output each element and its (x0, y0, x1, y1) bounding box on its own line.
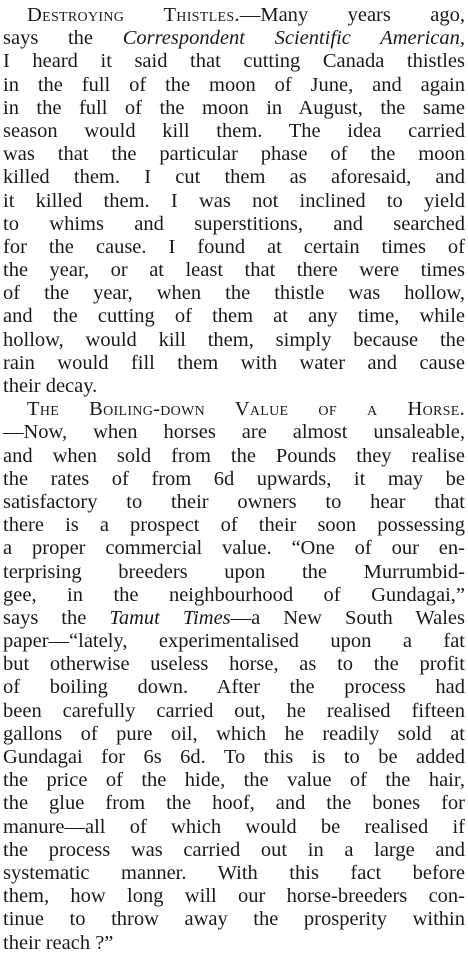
article-line: it killed them. I was not inclined to yield (3, 189, 465, 212)
article-line: for the cause. I found at certain times of (3, 235, 465, 258)
article-line: was that the particular phase of the moon (3, 143, 465, 166)
article-line: there is a prospect of their soon possessing (3, 514, 465, 537)
article-line: manure—all of which would be realised if (3, 815, 465, 838)
article-line: the glue from the hoof, and the bones for (3, 792, 465, 815)
article-line: season would kill them. The idea carried (3, 119, 465, 142)
article-line: their decay. (3, 375, 98, 397)
article-line: satisfactory to their owners to hear that (3, 490, 465, 513)
article-line: gee, in the neighbourhood of Gundagai,” (3, 583, 465, 606)
article-line: of boiling down. After the process had (3, 676, 465, 699)
article-line: to whims and superstitions, and searched (3, 212, 465, 235)
article-line: a proper commercial value. “One of our en- (3, 537, 465, 560)
publication-name: Correspondent Scientific American, (122, 27, 465, 50)
article-line: systematic manner. With this fact before (3, 861, 465, 884)
article-line: the year, or at least that there were times (3, 259, 465, 282)
article-line: their reach ?” (3, 931, 114, 954)
article-line: Gundagai for 6s 6d. To this is to be added (3, 746, 465, 768)
article-line: rain would fill them with water and cause (3, 351, 465, 374)
article-line: been carefully carried out, he realised fifteen (3, 699, 465, 722)
article-line: paper—“lately, experimentalised upon a fat (3, 630, 465, 653)
article-line: I heard it said that cutting Canada thistles (3, 50, 465, 73)
article-line: gallons of pure oil, which he readily sold at (3, 722, 465, 745)
article-line: the process was carried out in a large and (3, 838, 465, 861)
article-line: them, how long will our horse-breeders con- (3, 885, 465, 908)
article-line: terprising breeders upon the Murrumbid- (3, 560, 465, 583)
article-line: and when sold from the Pounds they realise (3, 444, 465, 467)
publication-name: Tamut Times (109, 606, 231, 629)
article-heading: Destroying Thistles. (27, 4, 240, 26)
article-line: the price of the hide, the value of the hair, (3, 769, 465, 792)
article-line: the rates of from 6d upwards, it may be (3, 467, 465, 490)
article-line: but otherwise useless horse, as to the profit (3, 653, 465, 676)
article-line: tinue to throw away the prosperity within (3, 908, 465, 931)
article-line: killed them. I cut them as aforesaid, and (3, 166, 465, 189)
newspaper-column (3, 4, 465, 955)
article-line: in the full of the moon of June, and again (3, 73, 465, 96)
article-line: Destroying Thistles.—Many years ago, (27, 4, 465, 26)
article-boiling-down-horse (3, 398, 465, 955)
article-destroying-thistles (3, 4, 465, 398)
article-line: hollow, would kill them, simply because the (3, 328, 465, 351)
article-line: in the full of the moon in August, the same (3, 96, 465, 119)
article-line: says the Tamut Times—a New South Wales (3, 606, 465, 629)
article-line: and the cutting of them at any time, while (3, 305, 465, 328)
article-line: says the Correspondent Scientific American, (3, 27, 465, 50)
article-heading: The Boiling-down Value of a Horse. (27, 398, 465, 421)
article-line: —Now, when horses are almost unsaleable, (3, 421, 465, 444)
article-line: of the year, when the thistle was hollow, (3, 282, 465, 305)
